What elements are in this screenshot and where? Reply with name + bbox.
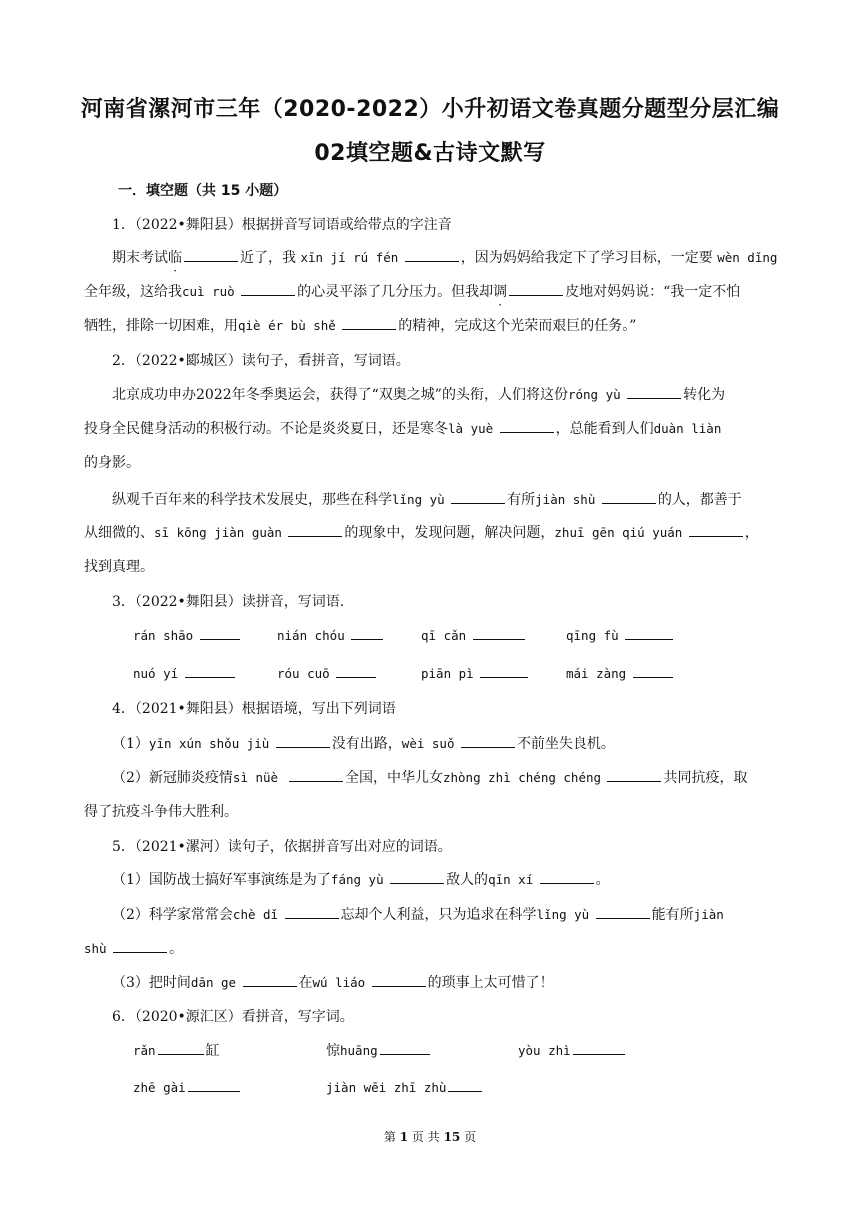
answer-blank[interactable] <box>288 522 342 537</box>
q2-p2-line2: 从细微的、sī kōng jiàn guàn 的现象中，发现问题，解决问题，zhuī gēn qiú yuán ， <box>84 522 759 542</box>
answer-blank[interactable] <box>285 904 339 919</box>
answer-blank[interactable] <box>689 522 743 537</box>
answer-blank[interactable] <box>241 281 295 296</box>
q6-item: rǎn 缸 <box>133 1040 220 1060</box>
answer-blank[interactable] <box>276 733 330 748</box>
answer-blank[interactable] <box>509 281 563 296</box>
document-title-line1: 河南省漯河市三年（2020-2022）小升初语文卷真题分题型分层汇编 <box>80 97 780 122</box>
answer-blank[interactable] <box>602 489 656 504</box>
q2-p2-line3: 找到真理。 <box>84 559 154 575</box>
q6-item: yòu zhì <box>518 1040 627 1059</box>
answer-blank[interactable] <box>188 1077 240 1092</box>
answer-blank[interactable] <box>500 418 554 433</box>
answer-blank[interactable] <box>461 733 515 748</box>
q1-line2: 全年级，这给我cuì ruò 的心灵平添了几分压力。但我却调 皮地对妈妈说：“我一定不怕 <box>84 281 740 301</box>
answer-blank[interactable] <box>627 384 681 399</box>
answer-blank[interactable] <box>336 663 376 678</box>
answer-blank[interactable] <box>405 247 459 262</box>
answer-blank[interactable] <box>573 1040 625 1055</box>
q3-item: nuó yí <box>133 663 237 682</box>
answer-blank[interactable] <box>243 972 297 987</box>
q3-item: nián chóu <box>277 625 385 644</box>
section-heading: 一．填空题（共 15 小题） <box>118 183 288 199</box>
q3-item: mái zàng <box>566 663 675 682</box>
answer-blank[interactable] <box>158 1040 204 1055</box>
answer-blank[interactable] <box>372 972 426 987</box>
q5-sub3: （3）把时间dān ge 在wú liáo 的琐事上太可惜了！ <box>112 972 554 992</box>
q1-line3: 牺牲，排除一切困难，用qiè ér bù shě 的精神，完成这个光荣而艰巨的任务。” <box>84 315 636 335</box>
q3-item: róu cuō <box>277 663 378 682</box>
page-number: 1 <box>399 1130 409 1144</box>
q2-p1-line1: 北京成功申办2022年冬季奥运会，获得了“双奥之城”的头衔，人们将这份róng yù 转化为 <box>112 384 725 404</box>
q3-item: qī cǎn <box>421 625 527 644</box>
q5-sub1: （1）国防战士搞好军事演练是为了fáng yù 敌人的qīn xí 。 <box>112 869 610 889</box>
dotted-char: 临 <box>168 250 182 266</box>
q4-sub2-line2: 得了抗疫斗争伟大胜利。 <box>84 804 238 820</box>
question-5-head: 5．（2021•漯河）读句子，依据拼音写出对应的词语。 <box>112 839 452 855</box>
answer-blank[interactable] <box>390 869 444 884</box>
answer-blank[interactable] <box>448 1077 482 1092</box>
q3-item: qīng fù <box>566 625 675 644</box>
q6-item: zhē gài <box>133 1077 242 1096</box>
answer-blank[interactable] <box>473 625 525 640</box>
question-4-head: 4．（2021•舞阳县）根据语境，写出下列词语 <box>112 701 396 717</box>
answer-blank[interactable] <box>596 904 650 919</box>
q3-item: piān pì <box>421 663 530 682</box>
q5-sub2-line2: shù 。 <box>84 938 183 958</box>
answer-blank[interactable] <box>289 767 343 782</box>
answer-blank[interactable] <box>351 625 383 640</box>
answer-blank[interactable] <box>540 869 594 884</box>
page-footer: 第 1 页 共 15 页 <box>383 1130 477 1144</box>
q3-item: rán shāo <box>133 625 242 644</box>
q2-p1-line2: 投身全民健身活动的积极行动。不论是炎炎夏日，还是寒冬là yuè ，总能看到人们duàn liàn <box>84 418 721 438</box>
question-6-head: 6．（2020•源汇区）看拼音，写字词。 <box>112 1009 354 1025</box>
q2-p1-line3: 的身影。 <box>84 455 140 471</box>
q2-p2-line1: 纵观千百年来的科学技术发展史，那些在科学lǐng yù 有所jiàn shù 的人，都善于 <box>112 489 742 509</box>
question-3-head: 3．（2022•舞阳县）读拼音，写词语. <box>112 594 345 610</box>
answer-blank[interactable] <box>185 663 235 678</box>
question-2-head: 2．（2022•郾城区）读句子，看拼音，写词语。 <box>112 353 410 369</box>
answer-blank[interactable] <box>200 625 240 640</box>
q6-item: jiàn wēi zhī zhù <box>326 1077 484 1096</box>
answer-blank[interactable] <box>380 1040 430 1055</box>
q4-sub2: （2）新冠肺炎疫情sì nüè 全国，中华儿女zhòng zhì chéng chéng 共同抗疫，取 <box>112 767 747 787</box>
page-total: 15 <box>443 1130 461 1144</box>
answer-blank[interactable] <box>607 767 661 782</box>
q4-sub1: （1）yīn xún shǒu jiù 没有出路，wèi suǒ 不前坐失良机。 <box>112 733 615 753</box>
answer-blank[interactable] <box>625 625 673 640</box>
q5-sub2: （2）科学家常常会chè dǐ 忘却个人利益，只为追求在科学lǐng yù 能有所jiàn <box>112 904 724 924</box>
question-1-head: 1．（2022•舞阳县）根据拼音写词语或给带点的字注音 <box>112 217 452 233</box>
answer-blank[interactable] <box>451 489 505 504</box>
q1-line1: 期末考试临 近了，我 xīn jí rú fén ，因为妈妈给我定下了学习目标，一定要 wèn dǐng <box>112 247 777 267</box>
answer-blank[interactable] <box>480 663 528 678</box>
dotted-char: 调 <box>493 284 508 300</box>
q6-item: 惊huāng <box>326 1040 432 1060</box>
answer-blank[interactable] <box>113 938 167 953</box>
answer-blank[interactable] <box>633 663 673 678</box>
document-title-line2: 02填空题&古诗文默写 <box>314 141 546 166</box>
answer-blank[interactable] <box>342 315 396 330</box>
answer-blank[interactable] <box>184 247 238 262</box>
